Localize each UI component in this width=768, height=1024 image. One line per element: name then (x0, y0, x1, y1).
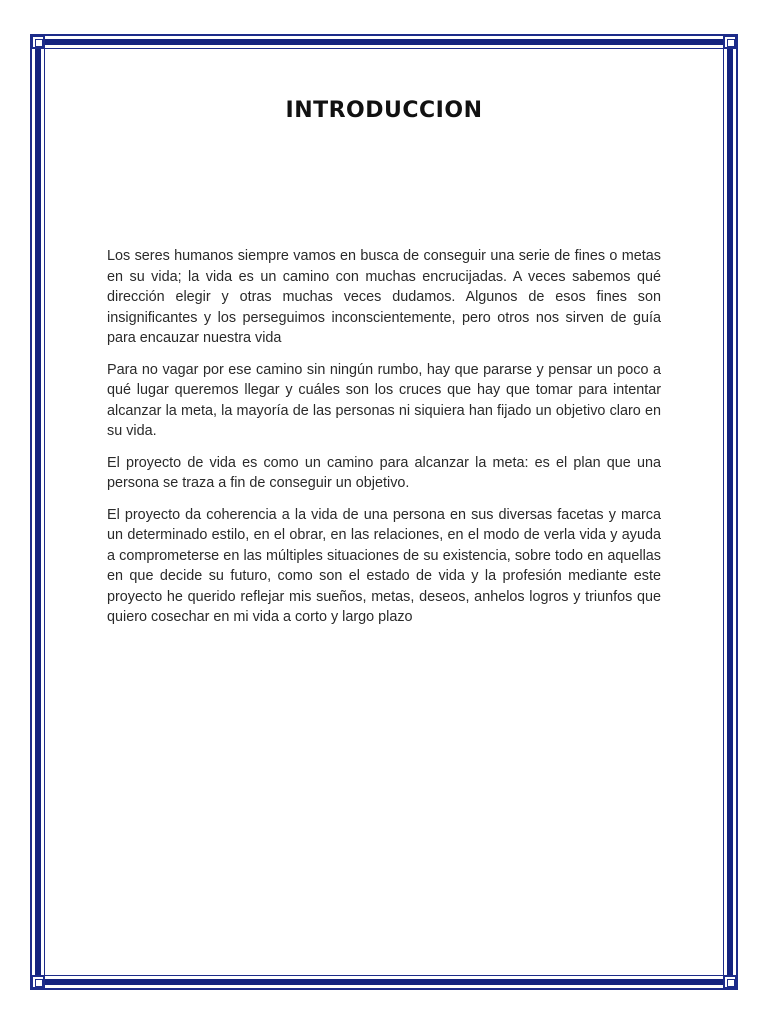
corner-ornament-top-left (31, 35, 45, 49)
corner-ornament-bottom-left (31, 975, 45, 989)
body-text (107, 246, 661, 639)
page-title: INTRODUCCION (285, 98, 483, 123)
paragraph-1: Los seres humanos siempre vamos en busca de conseguir una serie de fines o metas en su vida; la vida es un camino con muchas encrucijadas. A veces sabemos qué dirección elegir y otras muchas veces dudamos. Algunos de esos fines son insignificantes y los perseguimos inconscientemente, pero otros nos sirven de guía para encauzar nuestra vida (107, 248, 661, 346)
paragraph-4: El proyecto da coherencia a la vida de una persona en sus diversas facetas y marca un determinado estilo, en el obrar, en las relaciones, en el modo de verla vida y ayuda a comprometerse en las múltiples situaciones de su existencia, sobre todo en aquellas en que decide su futuro, como son el estado de vida y la profesión mediante este proyecto he querido reflejar mis sueños, metas, deseos, anhelos logros y triunfos que quiero cosechar en mi vida a corto y largo plazo (107, 506, 661, 625)
corner-ornament-bottom-right (723, 975, 737, 989)
paragraph-2: Para no vagar por ese camino sin ningún rumbo, hay que pararse y pensar un poco a qué lugar queremos llegar y cuáles son los cruces que hay que tomar para intentar alcanzar la meta, la mayoría de las personas ni siquiera han fijado un objetivo claro en su vida. (107, 361, 661, 439)
paragraph-3: El proyecto de vida es como un camino para alcanzar la meta: es el plan que una persona se traza a fin de conseguir un objetivo. (107, 454, 661, 491)
corner-ornament-top-right (723, 35, 737, 49)
